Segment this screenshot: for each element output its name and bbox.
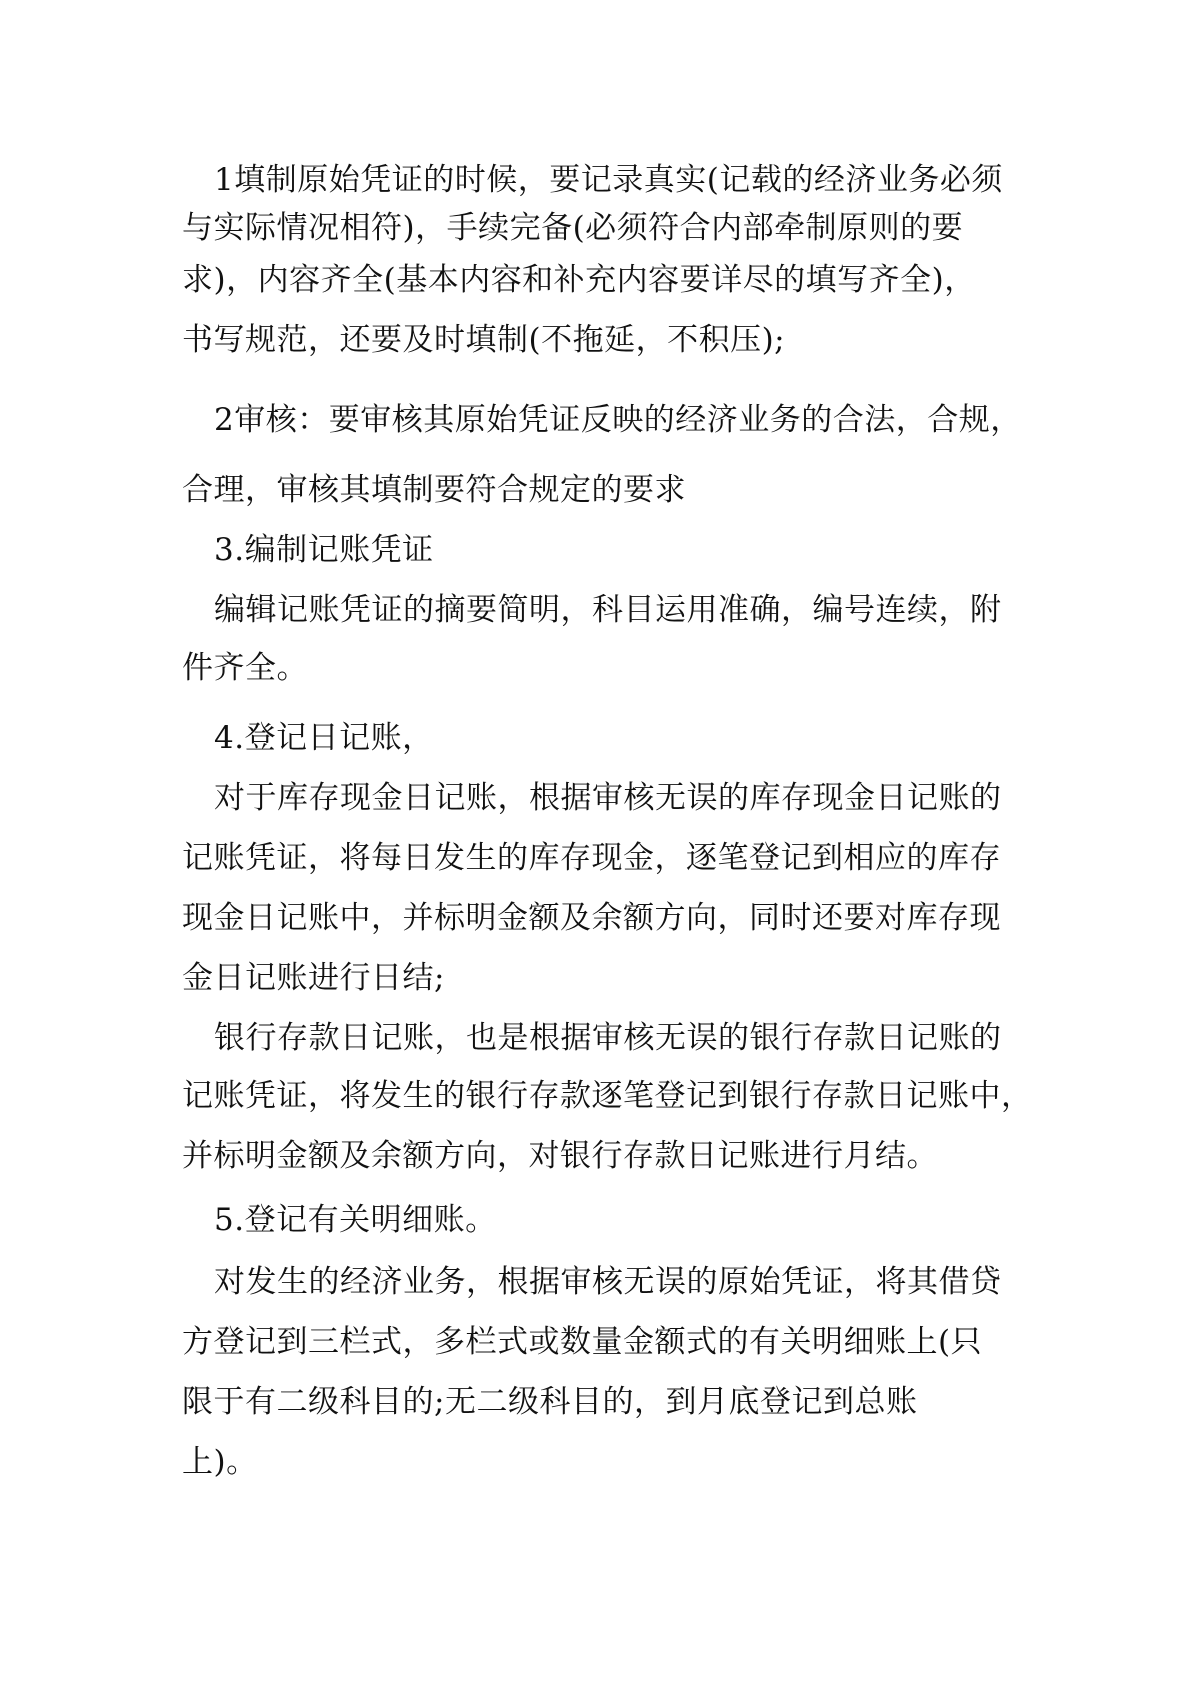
paragraph-1-line-1: 1填制原始凭证的时候，要记录真实(记载的经济业务必须: [214, 162, 1003, 198]
paragraph-4-line-2: 记账凭证，将每日发生的库存现金，逐笔登记到相应的库存: [182, 840, 1001, 876]
paragraph-1-line-4: 书写规范，还要及时填制(不拖延，不积压);: [182, 322, 786, 358]
paragraph-4-line-1: 对于库存现金日记账，根据审核无误的库存现金日记账的: [214, 780, 1002, 816]
section-heading-4: 4.登记日记账，: [214, 720, 434, 756]
paragraph-2-line-2: 合理，审核其填制要符合规定的要求: [182, 472, 686, 508]
paragraph-5-line-3: 并标明金额及余额方向，对银行存款日记账进行月结。: [182, 1138, 938, 1174]
section-heading-5: 5.登记有关明细账。: [214, 1202, 497, 1238]
paragraph-1-line-3: 求)，内容齐全(基本内容和补充内容要详尽的填写齐全)，: [182, 262, 976, 298]
section-heading-3: 3.编制记账凭证: [214, 532, 434, 568]
paragraph-3-line-2: 件齐全。: [182, 650, 308, 686]
paragraph-5-line-1: 银行存款日记账，也是根据审核无误的银行存款日记账的: [214, 1020, 1002, 1056]
paragraph-4-line-3: 现金日记账中，并标明金额及余额方向，同时还要对库存现: [182, 900, 1001, 936]
paragraph-6-line-4: 上)。: [182, 1444, 258, 1480]
paragraph-6-line-2: 方登记到三栏式，多栏式或数量金额式的有关明细账上(只: [182, 1324, 983, 1360]
paragraph-2-line-1: 2审核：要审核其原始凭证反映的经济业务的合法，合规，: [214, 402, 1022, 438]
paragraph-5-line-2: 记账凭证，将发生的银行存款逐笔登记到银行存款日记账中，: [182, 1078, 1033, 1114]
paragraph-3-line-1: 编辑记账凭证的摘要简明，科目运用准确，编号连续，附: [214, 592, 1002, 628]
paragraph-4-line-4: 金日记账进行日结;: [182, 960, 445, 996]
paragraph-6-line-3: 限于有二级科目的;无二级科目的，到月底登记到总账: [182, 1384, 918, 1420]
paragraph-6-line-1: 对发生的经济业务，根据审核无误的原始凭证，将其借贷: [214, 1264, 1002, 1300]
paragraph-1-line-2: 与实际情况相符)，手续完备(必须符合内部牵制原则的要: [182, 210, 964, 246]
